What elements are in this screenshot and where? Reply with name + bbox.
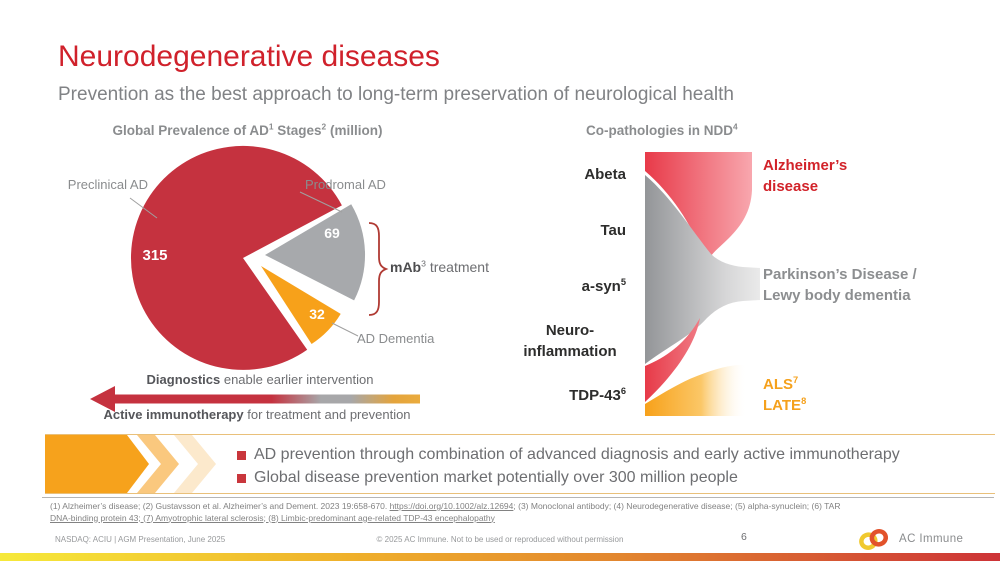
copathology-flow-diagram <box>645 150 765 420</box>
pie-value-preclinical: 315 <box>142 247 168 264</box>
page-title: Neurodegenerative diseases <box>58 40 440 73</box>
page-number: 6 <box>741 531 747 543</box>
immunotherapy-caption: Active immunotherapy for treatment and prevention <box>103 407 411 422</box>
pie-label-dementia: AD Dementia <box>357 331 435 346</box>
footer-left-text: NASDAQ: ACIU | AGM Presentation, June 2025 <box>55 535 226 544</box>
pie-value-dementia: 32 <box>309 306 325 322</box>
leader-line-dementia <box>332 323 358 336</box>
banner-bottom-rule <box>45 493 995 494</box>
diagnostics-caption: Diagnostics enable earlier intervention <box>146 372 374 387</box>
label-asyn: a-syn$^5$ <box>581 277 626 295</box>
label-neuroinflammation: Neuro- inflammation <box>523 322 617 360</box>
pie-chart-title: Global Prevalence of $AD^1$ Stages$^2$ (million) <box>112 121 383 138</box>
ac-immune-logo-text: AC Immune <box>899 533 964 545</box>
page-subtitle: Prevention as the best approach to long-term preservation of neurological health <box>58 84 734 105</box>
label-parkinsons-lewy: Parkinson’s Disease / Lewy body dementia <box>763 266 917 304</box>
pie-label-prodromal: Prodromal AD <box>305 177 386 192</box>
banner-bullet-1: AD prevention through combination of advanced diagnosis and early active immunotherapy <box>254 446 900 463</box>
label-als-late: ALS$^7$ LATE$^8$ <box>763 375 807 414</box>
banner-chevron-3 <box>174 435 216 493</box>
label-tau: Tau <box>600 222 626 239</box>
footer-copyright: © 2025 AC Immune. Not to be used or reproduced without permission <box>376 535 624 544</box>
banner-bullet-2: Global disease prevention market potentially over 300 million people <box>254 469 738 486</box>
ac-immune-logo-icon <box>856 528 894 550</box>
bullet-square-1 <box>237 451 246 460</box>
pie-label-preclinical: Preclinical AD <box>67 177 148 192</box>
mab-brace <box>369 223 386 315</box>
footnotes <box>50 501 962 524</box>
label-tdp43: TDP-$43^6$ <box>569 386 626 404</box>
doi-link[interactable]: https://doi.org/10.1002/alz.12694 <box>389 501 514 511</box>
copathologies-title: Co-pathologies in NDD$^4$ <box>586 121 738 138</box>
label-alzheimers-disease: Alzheimer’s disease <box>763 157 848 195</box>
ac-immune-logo <box>856 528 963 550</box>
footnote-line-1: (1) Alzheimer’s disease; (2) Gustavsson et al. Alzheimer’s and Dement. 2023 19:658-670. https://doi.org/10.1002/alz.12694; (3) Monoclonal antibody; (4) Neurodegenerative disease; (5) alpha-synuclein; (6) TAR <box>50 501 841 511</box>
bullet-square-2 <box>237 474 246 483</box>
footnote-line-2: DNA-binding protein 43; (7) Amyotrophic lateral sclerosis; (8) Limbic-predominant age-related TDP-43 encephalopathy <box>50 512 495 523</box>
mab-treatment-label: mAb$^3$ treatment <box>390 258 489 275</box>
pie-value-prodromal: 69 <box>324 225 340 241</box>
footnote-top-rule <box>42 497 994 498</box>
bottom-gradient-bar <box>0 553 1000 561</box>
label-abeta: Abeta <box>584 166 626 183</box>
banner-arrow-main <box>45 435 149 493</box>
banner-arrows <box>45 435 217 493</box>
